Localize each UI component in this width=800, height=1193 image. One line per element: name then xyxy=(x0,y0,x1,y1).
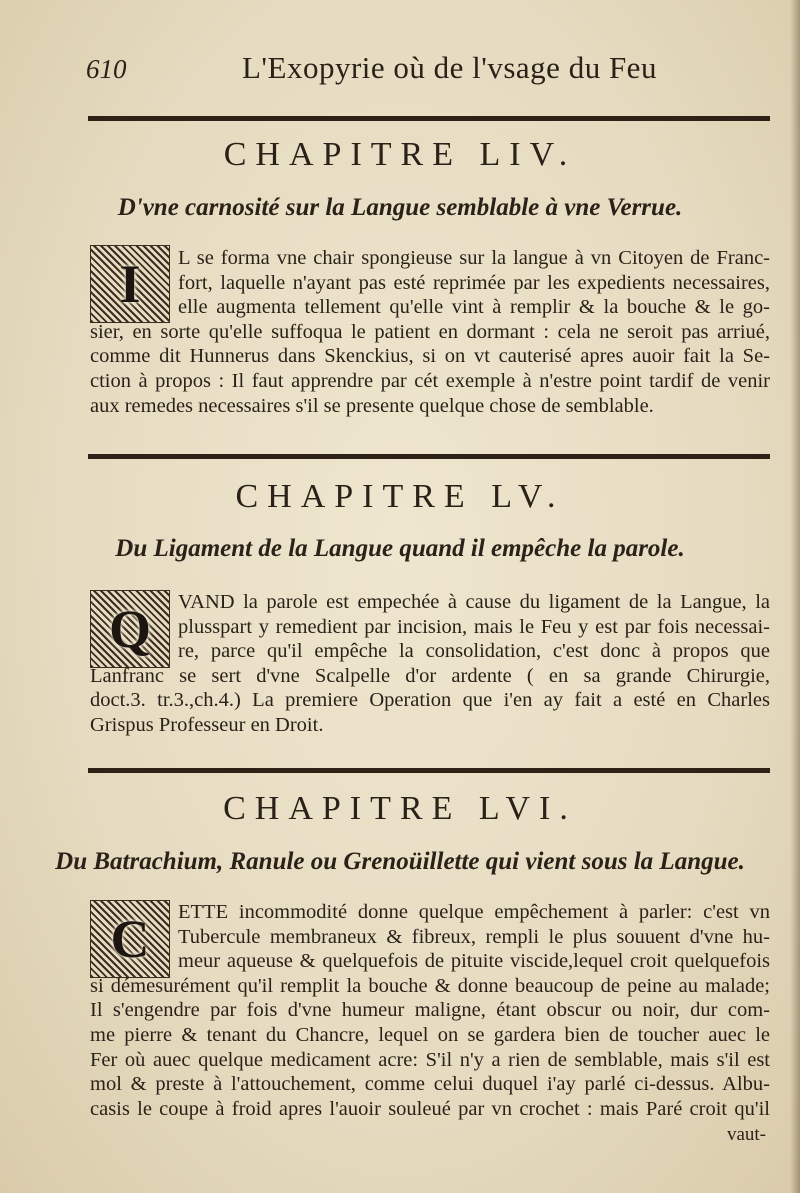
chapter-title: CHAPITRE LV. xyxy=(235,478,565,515)
initial-letter: C xyxy=(110,909,150,969)
page-number: 610 xyxy=(86,54,127,84)
text-line: fort, laquelle n'ayant pas esté reprimée par les expedients necessaires, xyxy=(178,271,770,294)
header-rule xyxy=(88,116,770,121)
text-line: doct.3. tr.3.,ch.4.) La premiere Operation que i'en ay fait a esté en Charles xyxy=(90,689,770,712)
section-rule xyxy=(88,768,770,773)
chapter-subtitle: Du Ligament de la Langue quand il empêche la parole. xyxy=(115,535,685,562)
text-line: mol & preste à l'attouchement, comme celui duquel i'ay parlé ci-dessus. Albu- xyxy=(90,1073,770,1096)
text-line: casis le coupe à froid apres l'auoir souleué par vn crochet : mais Paré croit qu'il xyxy=(90,1097,770,1120)
page-edge-shadow xyxy=(790,0,800,1193)
text-line: Tubercule membraneux & fibreux, rempli le plus souuent d'vne hu- xyxy=(178,925,770,948)
initial-letter: Q xyxy=(108,599,151,659)
text-line: L se forma vne chair spongieuse sur la langue à vn Citoyen de Franc- xyxy=(178,247,770,269)
text-line: aux remedes necessaires s'il se presente quelque chose de semblable. xyxy=(90,394,654,417)
catchword: vaut- xyxy=(726,1124,766,1145)
text-line: me pierre & tenant du Chancre, lequel on se gardera bien de toucher auec le xyxy=(90,1023,770,1046)
initial-letter: I xyxy=(119,254,141,314)
chapter-subtitle: D'vne carnosité sur la Langue semblable à vne Verrue. xyxy=(117,194,683,221)
text-line: plusspart y remedient par incision, mais le Feu y est par fois necessai- xyxy=(178,615,770,638)
text-line: comme dit Hunnerus dans Skenckius, si on vt cauterisé apres auoir fait la Se- xyxy=(90,345,770,368)
text-line: Grispus Professeur en Droit. xyxy=(90,713,324,736)
chapter-title: CHAPITRE LIV. xyxy=(223,136,577,173)
text-line: Lanfranc se sert d'vne Scalpelle d'or ardente ( en sa grande Chirurgie, xyxy=(90,664,770,687)
text-line: re, parce qu'il empêche la consolidation, c'est donc à propos que xyxy=(178,640,770,663)
text-line: meur aqueuse & quelquefois de pituite viscide,lequel croit quelquefois xyxy=(178,950,770,973)
chapter-paragraph xyxy=(90,900,770,1121)
text-line: elle augmenta tellement qu'elle vint à remplir & la bouche & le go- xyxy=(178,296,770,319)
chapter-title: CHAPITRE LVI. xyxy=(223,790,577,827)
text-line: ction à propos : Il faut apprendre par cét exemple à n'estre point tardif de venir xyxy=(90,369,770,392)
text-line: Fer où auec quelque medicament acre: S'il n'y a rien de semblable, mais s'il est xyxy=(90,1048,770,1071)
running-head xyxy=(82,48,740,88)
chapter-paragraph xyxy=(90,246,770,418)
text-line: sier, en sorte qu'elle suffoqua le patient en dormant : cela ne seroit pas arriué, xyxy=(90,320,770,343)
text-line: VAND la parole est empechée à cause du ligament de la Langue, la xyxy=(178,591,770,613)
text-line: Il s'engendre par fois d'vne humeur maligne, étant obscur ou noir, dur com- xyxy=(90,999,770,1022)
running-title: L'Exopyrie où de l'vsage du Feu xyxy=(242,50,657,85)
chapter-paragraph xyxy=(90,590,770,738)
text-line: si démesurément qu'il remplit la bouche & donne beaucoup de peine au malade; xyxy=(90,974,770,997)
section-rule xyxy=(88,454,770,459)
text-line: ETTE incommodité donne quelque empêchement à parler: c'est vn xyxy=(178,901,770,923)
chapter-subtitle: Du Batrachium, Ranule ou Grenoüillette qui vient sous la Langue. xyxy=(55,848,745,875)
